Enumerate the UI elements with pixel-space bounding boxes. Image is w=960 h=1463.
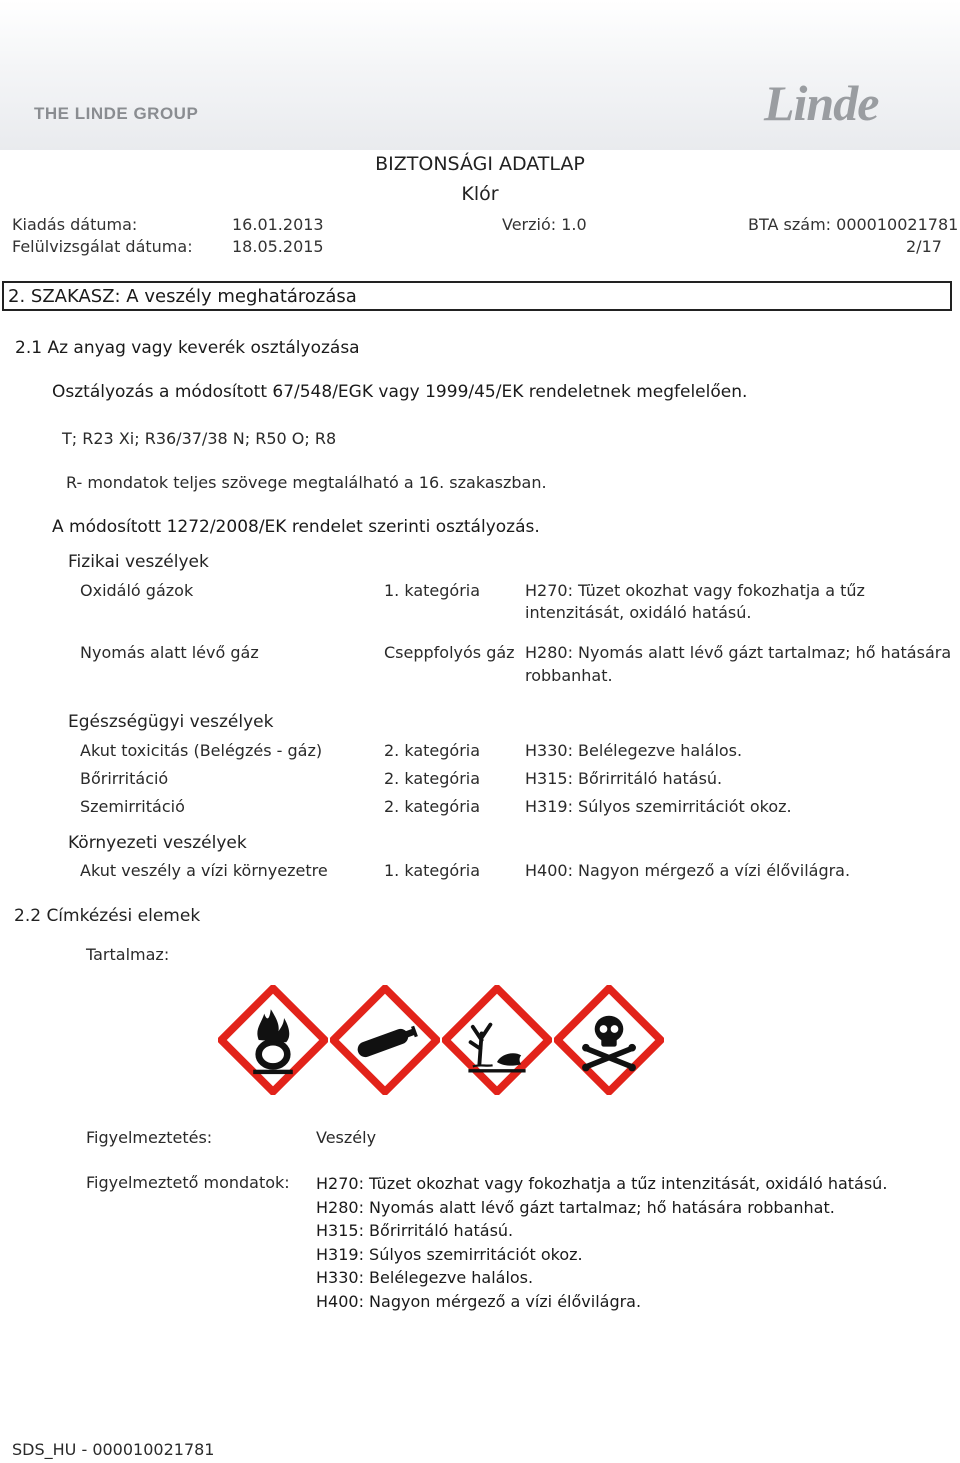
review-date: 18.05.2015 <box>232 237 324 256</box>
hazard-class: Nyomás alatt lévő gáz <box>80 643 259 662</box>
bta-number: BTA szám: 000010021781 <box>748 215 959 234</box>
hazard-category: Cseppfolyós gáz <box>384 643 515 662</box>
doc-type-title: BIZTONSÁGI ADATLAP <box>375 153 585 175</box>
hazard-category: 2. kategória <box>384 797 481 816</box>
list-item: H400: Nagyon mérgező a vízi élővilágra. <box>316 1291 642 1311</box>
section-title: 2. SZAKASZ: A veszély meghatározása <box>8 286 357 307</box>
section-heading-box <box>2 281 952 311</box>
skull-crossbones-icon <box>554 985 664 1095</box>
hazard-category: 2. kategória <box>384 769 481 788</box>
contains-label: Tartalmaz: <box>86 945 170 964</box>
dsd-classification-title: Osztályozás a módosított 67/548/EGK vagy 1999/45/EK rendeletnek megfelelően. <box>52 382 748 402</box>
hazard-category: 1. kategória <box>384 861 481 880</box>
r-codes: T; R23 Xi; R36/37/38 N; R50 O; R8 <box>62 429 337 448</box>
gas-cylinder-icon <box>330 985 440 1095</box>
hazard-statements-label: Figyelmeztető mondatok: <box>86 1173 290 1192</box>
hazard-statement-cont: intenzitását, oxidáló hatású. <box>525 603 752 622</box>
list-item: H319: Súlyos szemirritációt okoz. <box>316 1244 583 1264</box>
hazard-statement: H315: Bőrirritáló hatású. <box>525 769 723 788</box>
physical-hazards-heading: Fizikai veszélyek <box>68 552 209 572</box>
linde-logo: Linde <box>764 75 879 131</box>
hazard-statement: H280: Nyomás alatt lévő gázt tartalmaz; hő hatására <box>525 643 952 662</box>
list-item: H270: Tüzet okozhat vagy fokozhatja a tűz intenzitását, oxidáló hatású. <box>316 1174 888 1193</box>
signal-word: Veszély <box>316 1128 377 1147</box>
ghs-pictograms <box>218 985 668 1105</box>
version: Verzió: 1.0 <box>502 215 587 234</box>
list-item: H280: Nyomás alatt lévő gázt tartalmaz; hő hatására robbanhat. <box>316 1197 835 1217</box>
hazard-class: Akut veszély a vízi környezetre <box>80 861 328 880</box>
substance-title: Klór <box>461 183 499 205</box>
hazard-category: 1. kategória <box>384 581 481 600</box>
list-item: H330: Belélegezve halálos. <box>316 1268 534 1287</box>
environment-hazard-icon <box>442 985 552 1095</box>
list-item: H315: Bőrirritáló hatású. <box>316 1221 514 1240</box>
hazard-statements-list <box>316 1172 887 1313</box>
signal-word-label: Figyelmeztetés: <box>86 1128 213 1147</box>
issue-date: 16.01.2013 <box>232 215 324 234</box>
hazard-class: Oxidáló gázok <box>80 581 194 600</box>
review-label: Felülvizsgálat dátuma: <box>12 237 193 256</box>
labelling-heading: 2.2 Címkézési elemek <box>14 906 201 926</box>
subsection-2-1: 2.1 Az anyag vagy keverék osztályozása <box>15 338 360 358</box>
page-number: 2/17 <box>906 237 942 256</box>
hazard-statement: H319: Súlyos szemirritációt okoz. <box>525 797 792 816</box>
r-phrases-note: R- mondatok teljes szövege megtalálható a 16. szakaszban. <box>66 473 547 492</box>
issue-label: Kiadás dátuma: <box>12 215 138 234</box>
clp-classification-title: A módosított 1272/2008/EK rendelet szerinti osztályozás. <box>52 517 540 537</box>
hazard-statement: H330: Belélegezve halálos. <box>525 741 743 760</box>
hazard-statement: H400: Nagyon mérgező a vízi élővilágra. <box>525 861 851 880</box>
group-name: THE LINDE GROUP <box>34 104 199 123</box>
hazard-class: Bőrirritáció <box>80 769 169 788</box>
hazard-category: 2. kategória <box>384 741 481 760</box>
hazard-statement-cont: robbanhat. <box>525 666 613 685</box>
hazard-class: Akut toxicitás (Belégzés - gáz) <box>80 741 323 760</box>
environmental-hazards-heading: Környezeti veszélyek <box>68 833 247 853</box>
flame-over-circle-icon <box>218 985 328 1095</box>
hazard-statement: H270: Tüzet okozhat vagy fokozhatja a tűz <box>525 581 865 600</box>
health-hazards-heading: Egészségügyi veszélyek <box>68 712 274 732</box>
hazard-class: Szemirritáció <box>80 797 185 816</box>
footer-code: SDS_HU - 000010021781 <box>12 1440 215 1459</box>
